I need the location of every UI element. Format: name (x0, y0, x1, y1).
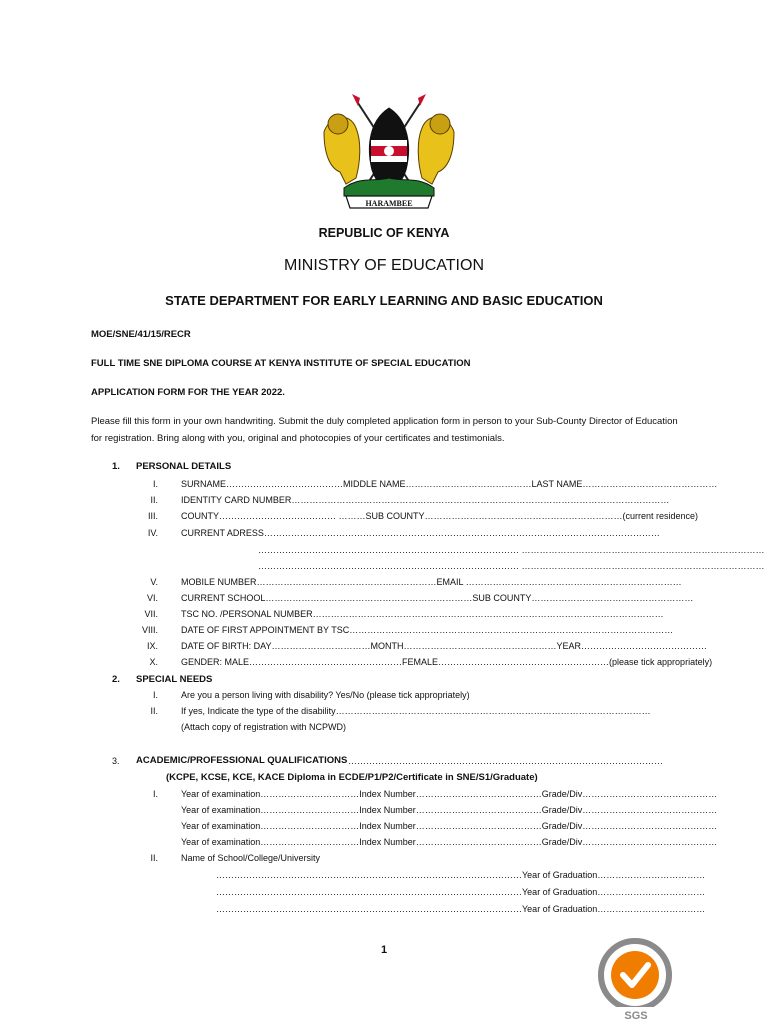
form-field-line[interactable]: GENDER: MALE……………………………………………FEMALE…………………………………………………(please tick appropriately) (181, 657, 713, 667)
sgs-certification-logo (590, 935, 680, 1025)
form-field-line[interactable]: TSC NO. /PERSONAL NUMBER……………………………………………………………………………………………………… (181, 609, 664, 619)
section3-title-fill-line[interactable]: …………………………………………………………………………………………… (348, 756, 663, 766)
republic-heading: REPUBLIC OF KENYA (318, 226, 450, 240)
coat-of-arms-icon (316, 92, 462, 214)
form-field-line[interactable]: Year of examination……………………………Index Number……………………………………Grade/Div……………………………………… (181, 837, 718, 847)
reference-number: MOE/SNE/41/15/RECR (91, 329, 191, 340)
section3-subtitle: (KCPE, KCSE, KCE, KACE Diploma in ECDE/P1/P2/Certificate in SNE/S1/Graduate) (166, 772, 538, 783)
row-number: VII. (144, 609, 158, 619)
form-field-line[interactable]: Year of examination……………………………Index Number……………………………………Grade/Div……………………………………… (181, 805, 718, 815)
graduation-field-line[interactable]: …………………………………………………………………………………………Year of Graduation……………………………… (216, 904, 706, 914)
row-number: III. (147, 511, 158, 521)
row-number: VIII. (141, 625, 158, 635)
form-title: APPLICATION FORM FOR THE YEAR 2022. (91, 387, 285, 398)
instructions-paragraph: Please fill this form in your own handwriting. Submit the duly completed application form in person to your Sub-County Director of Education for registration. Bring along with you, original and photocopies of your certificates and testimonials. (91, 416, 678, 444)
sgs-mark-text: SGS (624, 1010, 648, 1022)
section2-number: 2. (112, 674, 120, 685)
graduation-field-line[interactable]: …………………………………………………………………………………………Year of Graduation……………………………… (216, 887, 706, 897)
form-field-line[interactable]: Year of examination……………………………Index Number……………………………………Grade/Div……………………………………… (181, 821, 718, 831)
section1-title: PERSONAL DETAILS (136, 461, 232, 472)
form-field-line[interactable]: CURRENT ADRESS…………………………………………………………………………………………………………………… (181, 528, 660, 538)
form-field-line[interactable]: Year of examination……………………………Index Number……………………………………Grade/Div……………………………………… (181, 789, 718, 799)
department-heading: STATE DEPARTMENT FOR EARLY LEARNING AND BASIC EDUCATION (165, 293, 603, 308)
section3-title: ACADEMIC/PROFESSIONAL QUALIFICATIONS (136, 755, 348, 766)
row-number: VI. (146, 593, 158, 603)
form-field-line[interactable]: Name of School/College/University (181, 853, 321, 863)
form-field-line[interactable]: Are you a person living with disability? Yes/No (please tick appropriately) (181, 690, 470, 700)
row-number: II. (150, 706, 158, 716)
row-number: II. (150, 495, 158, 505)
form-field-line[interactable]: DATE OF FIRST APPOINTMENT BY TSC……………………………………………………………………………………………… (181, 625, 674, 635)
form-field-line[interactable]: …………………………………………………………………………… ……………………………………………………………………… (258, 545, 765, 555)
row-number: IX. (146, 641, 158, 651)
page-number: 1 (380, 944, 388, 956)
form-field-line[interactable]: COUNTY………………………………… ………SUB COUNTY…………………………………………………………(current residence) (181, 511, 699, 521)
row-number: II. (150, 853, 158, 863)
row-number: IV. (147, 528, 158, 538)
section2-title: SPECIAL NEEDS (136, 674, 213, 685)
ministry-heading: MINISTRY OF EDUCATION (283, 257, 484, 274)
form-field-line[interactable]: If yes, Indicate the type of the disability…………………………………………………………………………………………… (181, 706, 651, 716)
form-field-line[interactable]: (Attach copy of registration with NCPWD) (181, 722, 347, 732)
section3-number: 3. (112, 756, 120, 766)
form-field-line[interactable]: …………………………………………………………………………… ……………………………………………………………………… (258, 561, 765, 571)
form-field-line[interactable]: IDENTITY CARD NUMBER……………………………………………………………………………………………………………… (181, 495, 670, 505)
form-field-line[interactable]: SURNAME…………………………………MIDDLE NAME……………………………………LAST NAME……………………………………… (181, 479, 718, 489)
row-number: I. (152, 789, 158, 799)
section1-number: 1. (112, 461, 120, 472)
row-number: I. (152, 479, 158, 489)
row-number: V. (150, 577, 158, 587)
form-field-line[interactable]: DATE OF BIRTH: DAY……………………………MONTH……………………………………………YEAR…………………………………… (181, 641, 708, 651)
row-number: X. (149, 657, 158, 667)
form-field-line[interactable]: MOBILE NUMBER……………………………………………………EMAIL ……………………………………………………………… (181, 577, 682, 587)
course-title: FULL TIME SNE DIPLOMA COURSE AT KENYA INSTITUTE OF SPECIAL EDUCATION (91, 358, 471, 369)
crest-motto: HARAMBEE (365, 199, 413, 208)
row-number: I. (152, 690, 158, 700)
form-field-line[interactable]: CURRENT SCHOOL……………………………………………………………SUB COUNTY……………………………………………… (181, 593, 694, 603)
graduation-field-line[interactable]: …………………………………………………………………………………………Year of Graduation……………………………… (216, 870, 706, 880)
